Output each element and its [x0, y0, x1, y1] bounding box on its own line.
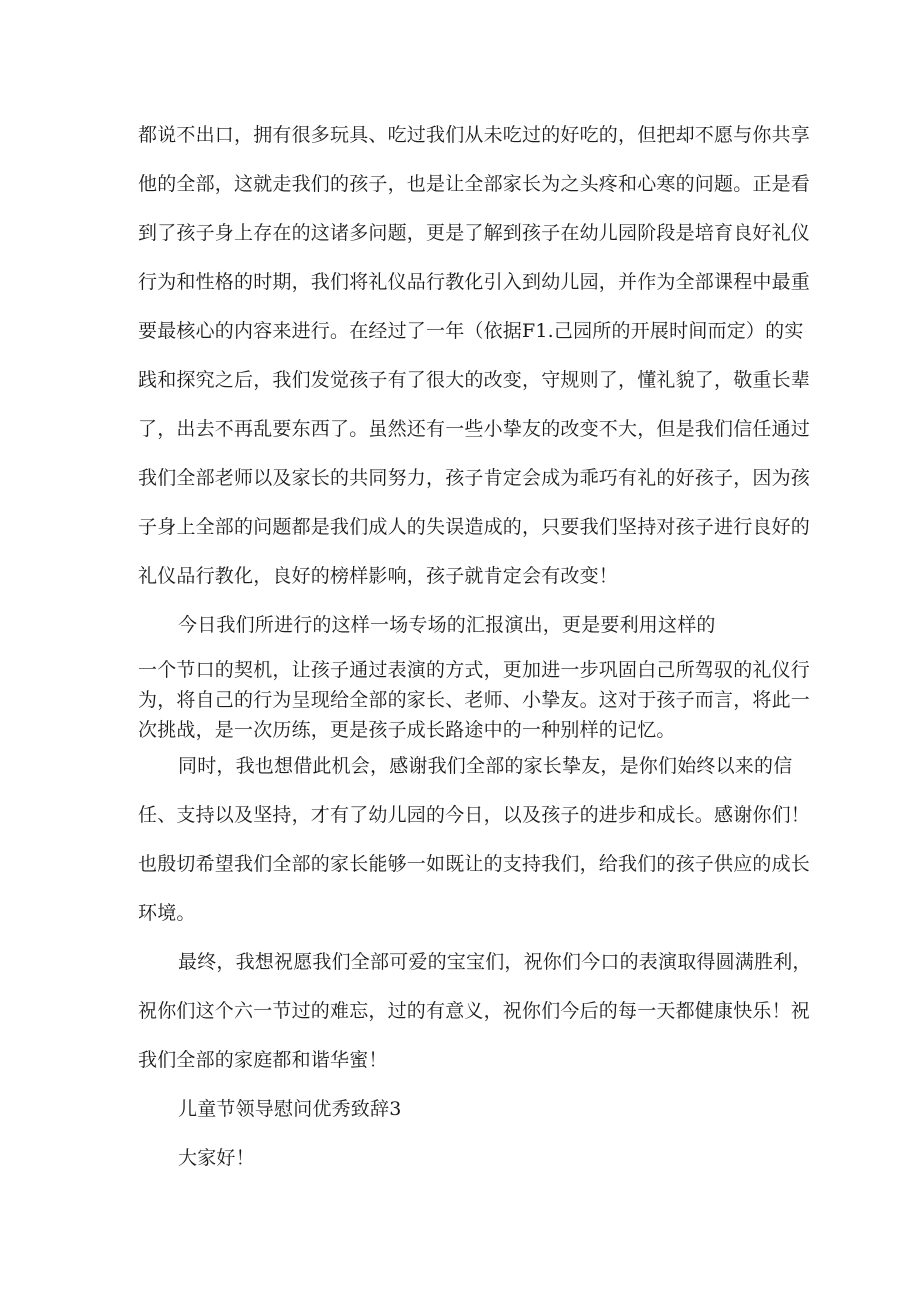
- paragraph2-line: 一个节口的契机，让孩子通过表演的方式，更加进一步巩固白己所驾驭的礼仪行: [138, 659, 811, 681]
- paragraph1-line: 行为和性格的时期，我们将礼仪品行教化引入到幼儿园，并作为全部课程中最重: [138, 271, 811, 293]
- paragraph1-line: 我们全部老师以及家长的共同努力，孩子肯定会成为乖巧有礼的好孩子，因为孩: [138, 467, 811, 489]
- paragraph4-line: 最终，我想祝愿我们全部可爱的宝宝们，祝你们今口的表演取得圆满胜利，: [178, 951, 812, 973]
- paragraph1-line: 践和探究之后，我们发觉孩子有了很大的改变，守规则了，懂礼貌了，敬重长辈: [138, 369, 811, 391]
- paragraph3-line: 任、支持以及坚持，才有了幼儿园的今日，以及孩子的进步和成长。感谢你们！: [138, 804, 811, 826]
- paragraph1-line: 要最核心的内容来进行。在经过了一年（依据F1.己园所的开展时间而定）的实: [138, 320, 804, 342]
- paragraph2-body: [138, 655, 811, 745]
- greeting: 大家好！: [178, 1147, 255, 1169]
- paragraph3-line: 同时，我也想借此机会，感谢我们全部的家长挚友，是你们始终以来的信: [178, 755, 793, 777]
- paragraph1-line: 他的全部，这就走我们的孩子，也是让全部家长为之头疼和心寒的问题。正是看: [138, 173, 811, 195]
- paragraph3-line: 环境。: [138, 902, 196, 924]
- paragraph4-line: 祝你们这个六一节过的难忘，过的有意义，祝你们今后的每一天都健康快乐！祝: [138, 1000, 811, 1022]
- paragraph1-line: 子身上全部的问题都是我们成人的失误造成的，只要我们坚持对孩子进行良好的: [138, 516, 811, 538]
- paragraph1-line: 了，出去不再乱要东西了。虽然还有一些小挚友的改变不大，但是我们信任通过: [138, 418, 811, 440]
- paragraph1-line: 礼仪品行教化，良好的榜样影响，孩子就肯定会有改变！: [138, 565, 619, 587]
- paragraph4-line: 我们全部的家庭都和谐华蜜！: [138, 1049, 388, 1071]
- paragraph2-first-line: 今日我们所进行的这样一场专场的汇报演出，更是要利用这样的: [178, 614, 716, 636]
- paragraph3-line: 也殷切希望我们全部的家长能够一如既让的支持我们，给我们的孩子供应的成长: [138, 853, 811, 875]
- paragraph1-line: 都说不出口，拥有很多玩具、吃过我们从未吃过的好吃的，但把却不愿与你共享: [138, 124, 811, 146]
- section-heading: 儿童节领导慰问优秀致辞3: [178, 1098, 402, 1120]
- paragraph1-line: 到了孩子身上存在的这诸多问题，更是了解到孩子在幼儿园阶段是培育良好礼仪: [138, 222, 811, 244]
- paragraph2-line: 次挑战，是一次历练，更是孩子成长路途中的一种别样的记忆。: [138, 719, 676, 741]
- paragraph2-line: 为，将自己的行为呈现给全部的家长、老师、小挚友。这对于孩子而言，将此一: [138, 689, 811, 711]
